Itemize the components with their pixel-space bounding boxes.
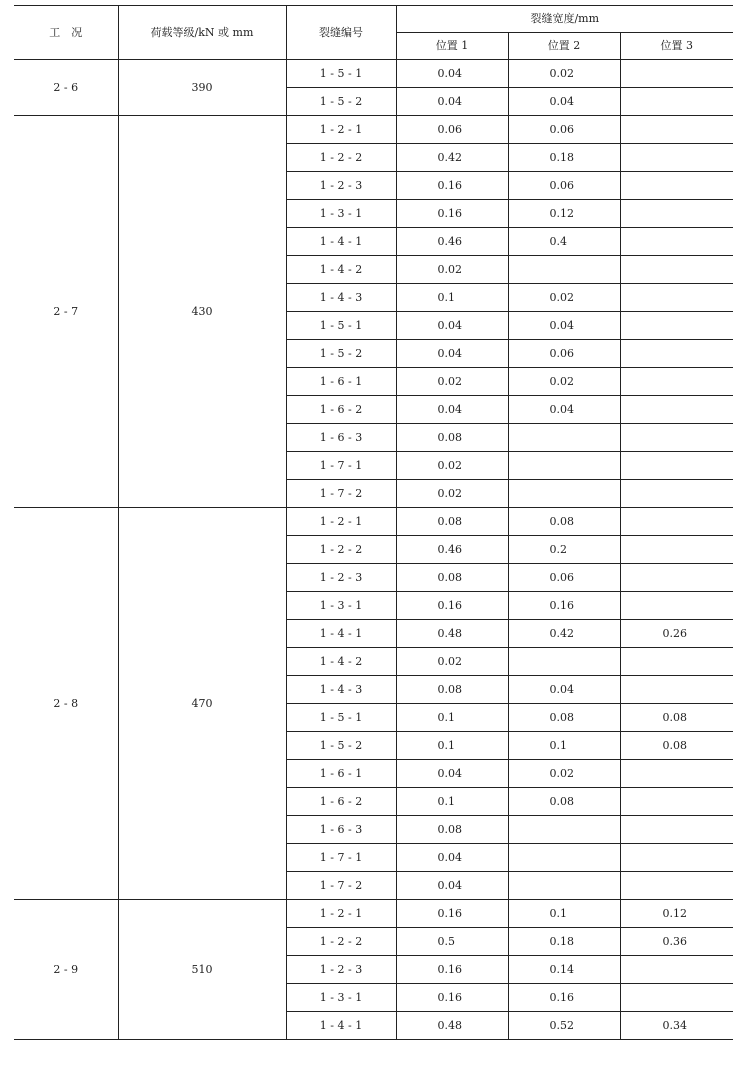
width-position-3-cell [620,312,733,340]
width-position-3-cell: 0.08 [620,732,733,760]
width-position-2-cell: 0.06 [508,340,620,368]
header-position-2: 位置 2 [508,33,620,60]
width-position-1-cell: 0.16 [396,172,508,200]
crack-number-cell: 1 - 2 - 1 [286,508,396,536]
width-position-2-cell: 0.02 [508,760,620,788]
width-position-3-cell [620,284,733,312]
width-position-2-cell: 0.42 [508,620,620,648]
width-position-2-cell: 0.18 [508,144,620,172]
width-position-2-cell: 0.08 [508,788,620,816]
width-position-1-cell: 0.04 [396,88,508,116]
width-position-2-cell: 0.04 [508,312,620,340]
width-position-3-cell [620,592,733,620]
crack-number-cell: 1 - 4 - 2 [286,648,396,676]
width-position-2-cell [508,872,620,900]
width-position-2-cell: 0.06 [508,564,620,592]
crack-number-cell: 1 - 3 - 1 [286,200,396,228]
width-position-1-cell: 0.04 [396,872,508,900]
width-position-1-cell: 0.02 [396,368,508,396]
width-position-1-cell: 0.1 [396,284,508,312]
crack-number-cell: 1 - 6 - 2 [286,788,396,816]
width-position-2-cell [508,480,620,508]
width-position-2-cell: 0.04 [508,396,620,424]
crack-number-cell: 1 - 5 - 2 [286,88,396,116]
width-position-1-cell: 0.46 [396,228,508,256]
width-position-1-cell: 0.42 [396,144,508,172]
width-position-2-cell: 0.08 [508,508,620,536]
width-position-3-cell [620,172,733,200]
width-position-3-cell [620,116,733,144]
width-position-1-cell: 0.04 [396,312,508,340]
width-position-1-cell: 0.04 [396,760,508,788]
table-row [14,116,733,144]
width-position-1-cell: 0.02 [396,452,508,480]
width-position-1-cell: 0.46 [396,536,508,564]
condition-cell: 2 - 9 [14,900,118,1040]
load-cell: 470 [118,508,286,900]
width-position-2-cell: 0.18 [508,928,620,956]
width-position-3-cell [620,536,733,564]
width-position-1-cell: 0.08 [396,508,508,536]
load-cell: 390 [118,60,286,116]
width-position-3-cell [620,872,733,900]
width-position-1-cell: 0.08 [396,676,508,704]
header-load: 荷载等级/kN 或 mm [118,6,286,60]
width-position-1-cell: 0.48 [396,620,508,648]
load-cell: 510 [118,900,286,1040]
crack-number-cell: 1 - 7 - 2 [286,480,396,508]
width-position-1-cell: 0.08 [396,816,508,844]
crack-number-cell: 1 - 5 - 1 [286,312,396,340]
crack-number-cell: 1 - 2 - 1 [286,116,396,144]
width-position-1-cell: 0.1 [396,732,508,760]
width-position-3-cell [620,956,733,984]
width-position-1-cell: 0.08 [396,424,508,452]
width-position-3-cell [620,480,733,508]
condition-cell: 2 - 8 [14,508,118,900]
width-position-3-cell [620,340,733,368]
width-position-3-cell [620,648,733,676]
width-position-2-cell: 0.02 [508,60,620,88]
crack-number-cell: 1 - 5 - 1 [286,60,396,88]
crack-number-cell: 1 - 5 - 2 [286,732,396,760]
crack-number-cell: 1 - 7 - 1 [286,452,396,480]
width-position-1-cell: 0.16 [396,956,508,984]
width-position-1-cell: 0.1 [396,788,508,816]
width-position-3-cell [620,368,733,396]
width-position-1-cell: 0.16 [396,984,508,1012]
width-position-2-cell [508,816,620,844]
table-row [14,900,733,928]
table-header [14,6,733,60]
width-position-2-cell: 0.04 [508,676,620,704]
table-body [14,60,733,1040]
condition-cell: 2 - 7 [14,116,118,508]
width-position-2-cell: 0.12 [508,200,620,228]
crack-number-cell: 1 - 2 - 1 [286,900,396,928]
width-position-2-cell: 0.4 [508,228,620,256]
width-position-3-cell [620,60,733,88]
width-position-3-cell [620,844,733,872]
crack-number-cell: 1 - 6 - 1 [286,368,396,396]
crack-number-cell: 1 - 3 - 1 [286,592,396,620]
width-position-2-cell: 0.06 [508,172,620,200]
width-position-3-cell [620,228,733,256]
width-position-2-cell [508,256,620,284]
width-position-3-cell [620,396,733,424]
width-position-1-cell: 0.02 [396,256,508,284]
width-position-3-cell [620,760,733,788]
width-position-2-cell: 0.06 [508,116,620,144]
width-position-2-cell: 0.02 [508,368,620,396]
crack-number-cell: 1 - 2 - 2 [286,536,396,564]
header-condition: 工 况 [14,6,118,60]
width-position-2-cell: 0.14 [508,956,620,984]
width-position-2-cell: 0.52 [508,1012,620,1040]
header-crack-width: 裂缝宽度/mm [396,6,733,33]
width-position-3-cell: 0.08 [620,704,733,732]
crack-number-cell: 1 - 6 - 2 [286,396,396,424]
crack-number-cell: 1 - 2 - 2 [286,928,396,956]
header-position-1: 位置 1 [396,33,508,60]
crack-number-cell: 1 - 2 - 3 [286,956,396,984]
width-position-1-cell: 0.02 [396,480,508,508]
width-position-3-cell [620,144,733,172]
crack-number-cell: 1 - 4 - 1 [286,228,396,256]
width-position-2-cell: 0.08 [508,704,620,732]
width-position-1-cell: 0.16 [396,900,508,928]
width-position-1-cell: 0.02 [396,648,508,676]
width-position-2-cell: 0.1 [508,732,620,760]
crack-number-cell: 1 - 7 - 2 [286,872,396,900]
width-position-1-cell: 0.16 [396,200,508,228]
table-row [14,508,733,536]
width-position-3-cell [620,200,733,228]
width-position-1-cell: 0.06 [396,116,508,144]
crack-number-cell: 1 - 6 - 3 [286,424,396,452]
width-position-3-cell: 0.34 [620,1012,733,1040]
width-position-3-cell [620,676,733,704]
crack-number-cell: 1 - 4 - 1 [286,620,396,648]
width-position-1-cell: 0.04 [396,60,508,88]
width-position-2-cell [508,844,620,872]
crack-number-cell: 1 - 2 - 3 [286,564,396,592]
width-position-2-cell: 0.2 [508,536,620,564]
crack-width-table [14,5,733,1040]
crack-number-cell: 1 - 4 - 1 [286,1012,396,1040]
width-position-1-cell: 0.1 [396,704,508,732]
width-position-3-cell [620,88,733,116]
header-position-3: 位置 3 [620,33,733,60]
crack-number-cell: 1 - 4 - 3 [286,284,396,312]
crack-number-cell: 1 - 4 - 2 [286,256,396,284]
width-position-1-cell: 0.04 [396,396,508,424]
width-position-3-cell: 0.12 [620,900,733,928]
width-position-1-cell: 0.16 [396,592,508,620]
width-position-2-cell: 0.16 [508,984,620,1012]
width-position-2-cell: 0.02 [508,284,620,312]
width-position-3-cell [620,816,733,844]
load-cell: 430 [118,116,286,508]
width-position-3-cell: 0.36 [620,928,733,956]
width-position-1-cell: 0.08 [396,564,508,592]
width-position-3-cell [620,564,733,592]
width-position-3-cell [620,256,733,284]
width-position-3-cell [620,508,733,536]
width-position-1-cell: 0.48 [396,1012,508,1040]
width-position-2-cell: 0.16 [508,592,620,620]
width-position-3-cell [620,984,733,1012]
width-position-2-cell: 0.04 [508,88,620,116]
crack-number-cell: 1 - 2 - 2 [286,144,396,172]
width-position-3-cell [620,424,733,452]
crack-number-cell: 1 - 5 - 1 [286,704,396,732]
crack-number-cell: 1 - 6 - 3 [286,816,396,844]
crack-number-cell: 1 - 5 - 2 [286,340,396,368]
width-position-2-cell [508,424,620,452]
width-position-3-cell: 0.26 [620,620,733,648]
crack-number-cell: 1 - 3 - 1 [286,984,396,1012]
header-crack-no: 裂缝编号 [286,6,396,60]
width-position-3-cell [620,788,733,816]
width-position-2-cell: 0.1 [508,900,620,928]
width-position-1-cell: 0.5 [396,928,508,956]
width-position-2-cell [508,648,620,676]
width-position-3-cell [620,452,733,480]
width-position-1-cell: 0.04 [396,340,508,368]
width-position-1-cell: 0.04 [396,844,508,872]
width-position-2-cell [508,452,620,480]
crack-number-cell: 1 - 7 - 1 [286,844,396,872]
crack-number-cell: 1 - 4 - 3 [286,676,396,704]
table-row [14,60,733,88]
crack-number-cell: 1 - 2 - 3 [286,172,396,200]
condition-cell: 2 - 6 [14,60,118,116]
crack-number-cell: 1 - 6 - 1 [286,760,396,788]
